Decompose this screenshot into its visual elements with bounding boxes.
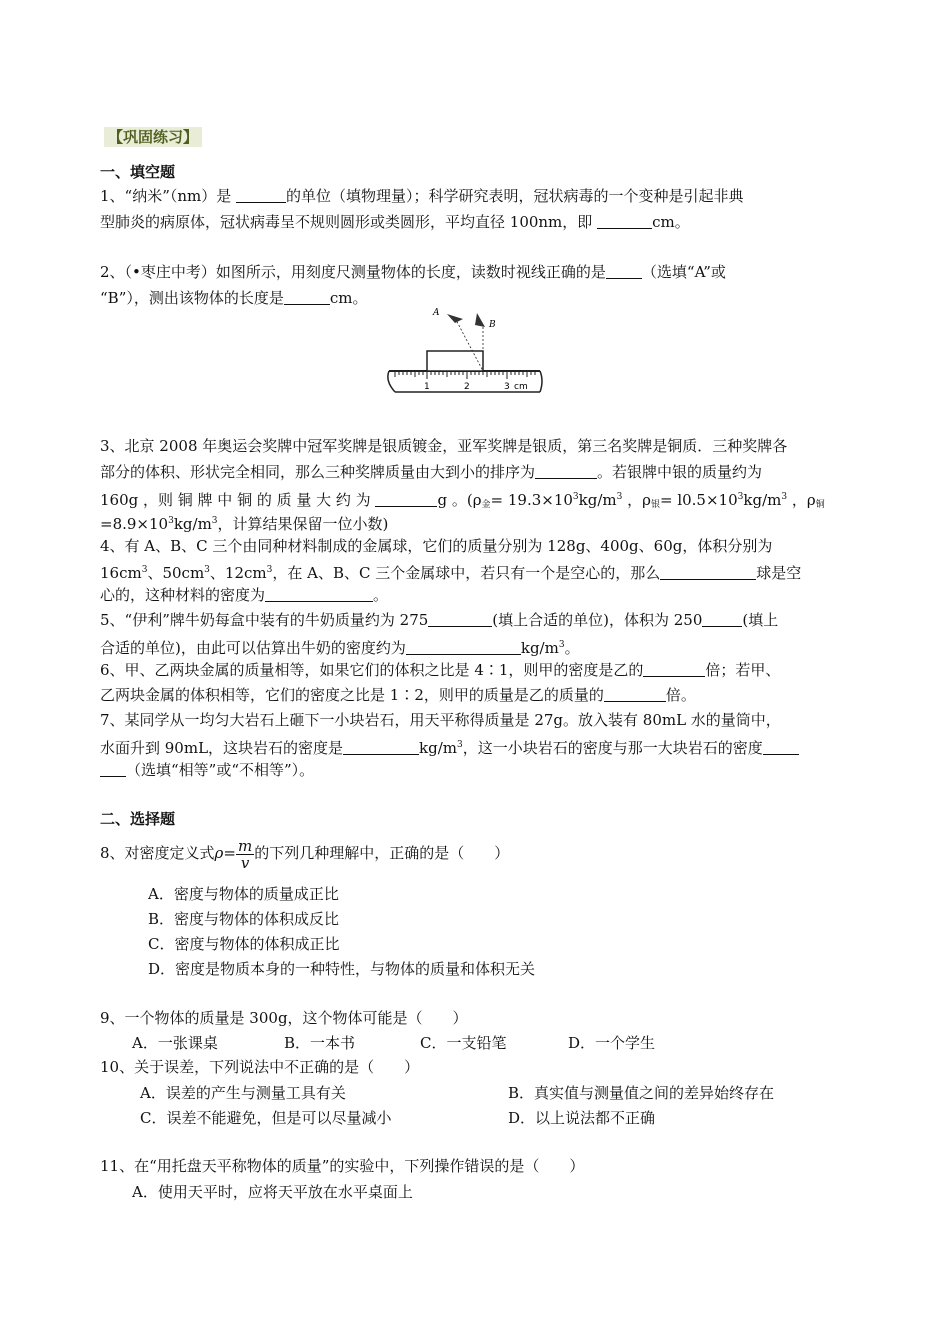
q5-blank2[interactable] — [702, 612, 742, 627]
q10-option-c[interactable]: C．误差不能避免，但是可以尽量减小 — [140, 1109, 392, 1127]
q5-line1: 5、“伊利”牌牛奶每盒中装有的牛奶质量约为 275 (填上合适的单位)，体积为 250 (填上 — [100, 611, 779, 629]
q7-line3: （选填“相等”或“不相等”）。 — [100, 760, 855, 780]
density-symbol: ρ — [214, 844, 224, 862]
eye-a-icon — [447, 314, 463, 323]
q7-line1: 7、某同学从一均匀大岩石上砸下一小块岩石，用天平称得质量是 27g。放入装有 80mL 水的量筒中， — [100, 711, 781, 729]
q4-line2: $16cm^3$、$50cm^3$、$12cm^3$，在 A、B、C 三个金属球中，若只有一个是空心的，那么 球是空 — [100, 564, 802, 582]
q6-line1: 6、甲、乙两块金属的质量相等，如果它们的体积之比是 4∶1，则甲的密度是乙的 倍；若甲、 — [100, 661, 781, 679]
ruler-left-end — [388, 371, 395, 392]
q9-option-d[interactable]: D．一个学生 — [568, 1034, 656, 1052]
q8-option-b[interactable]: B．密度与物体的体积成反比 — [148, 910, 340, 928]
q4-blank2[interactable] — [265, 587, 373, 602]
eye-b-icon — [475, 313, 485, 327]
ruler-figure — [385, 305, 545, 400]
q5-blank3[interactable] — [406, 640, 521, 655]
q1-line1: 1、“纳米”（nm）是 的单位（填物理量）；科学研究表明，冠状病毒的一个变种是引起非典 — [100, 187, 744, 205]
q8-option-a[interactable]: A．密度与物体的质量成正比 — [148, 885, 339, 903]
q3-line1: 3、北京 2008 年奥运会奖牌中冠军奖牌是银质镀金，亚军奖牌是银质，第三名奖牌是铜质．三种奖牌各 — [100, 437, 788, 455]
q2-line2: “B”），测出该物体的长度是 cm。 — [100, 289, 368, 307]
q10-option-b[interactable]: B．真实值与测量值之间的差异始终存在 — [508, 1084, 775, 1102]
q8-option-c[interactable]: C．密度与物体的体积成正比 — [148, 935, 340, 953]
q6-blank1[interactable] — [643, 662, 705, 677]
q6-line2: 乙两块金属的体积相等，它们的密度之比是 1∶2，则甲的质量是乙的质量的 倍。 — [100, 686, 696, 704]
practice-heading: 【巩固练习】 — [104, 127, 202, 147]
section-fill-in: 一、填空题 — [100, 163, 176, 181]
q1-line2: 型肺炎的病原体，冠状病毒呈不规则圆形或类圆形，平均直径 100nm，即 cm。 — [100, 213, 690, 231]
q3-line3: 160g ，则 铜 牌 中 铜 的 质 量 大 约 为 g 。($\rho_金= 19.3\times 10^3kg/m^3$ ，$\rho_银= l0.5\times 10^3kg/m^3$ ，$\rho_铜$ — [100, 491, 825, 510]
ruler-right-end — [540, 371, 542, 392]
q8-stem: 8、对密度定义式ρ= $\frac{m}{v}$ 的下列几种理解中，正确的是（ ） — [100, 836, 510, 872]
q2-line1: 2、（•枣庄中考）如图所示，用刻度尺测量物体的长度，读数时视线正确的是 （选填“A”或 — [100, 263, 726, 281]
q3-blank2[interactable] — [375, 492, 437, 507]
q11-option-a[interactable]: A．使用天平时，应将天平放在水平桌面上 — [132, 1183, 413, 1201]
q9-option-a[interactable]: A．一张课桌 — [132, 1034, 218, 1052]
section-multiple-choice: 二、选择题 — [100, 810, 176, 828]
q9-option-b[interactable]: B．一本书 — [284, 1034, 356, 1052]
q7-line2: 水面升到 90mL，这块岩石的密度是 $kg/m^3$，这一小块岩石的密度与那一大块岩石的密度 — [100, 735, 855, 758]
q1-blank1[interactable] — [236, 188, 286, 203]
q4-line3: 心的，这种材料的密度为 。 — [100, 586, 389, 604]
q10-option-d[interactable]: D．以上说法都不正确 — [508, 1109, 656, 1127]
q11-stem: 11、在“用托盘天平称物体的质量”的实验中，下列操作错误的是（ ） — [100, 1157, 585, 1175]
density-fraction: $\frac{m}{v}$ — [237, 836, 253, 872]
q2-blank2[interactable] — [284, 290, 330, 305]
q7-blank2-cont[interactable] — [100, 762, 126, 777]
q5-blank1[interactable] — [428, 612, 492, 627]
q7-blank1[interactable] — [343, 740, 419, 755]
q2-blank1[interactable] — [606, 264, 642, 279]
label-a: A — [433, 308, 440, 318]
q3-line4: $=8.9\times 10^3kg/m^3$，计算结果保留一位小数) — [100, 515, 389, 533]
ruler-label-2: 2 — [464, 382, 470, 392]
q10-option-a[interactable]: A．误差的产生与测量工具有关 — [140, 1084, 346, 1102]
q9-option-c[interactable]: C．一支铅笔 — [420, 1034, 507, 1052]
q9-stem: 9、一个物体的质量是 300g，这个物体可能是（ ） — [100, 1009, 468, 1027]
measured-object — [427, 351, 483, 371]
ruler-unit-label: cm — [514, 382, 528, 392]
q3-blank1[interactable] — [535, 464, 597, 479]
q10-stem: 10、关于误差，下列说法中不正确的是（ ） — [100, 1058, 420, 1076]
q5-line2: 合适的单位)，由此可以估算出牛奶的密度约为 $kg/m^3$。 — [100, 639, 580, 657]
ruler-ticks — [395, 371, 535, 379]
q4-line1: 4、有 A、B、C 三个由同种材料制成的金属球，它们的质量分别为 128g、400g、60g，体积分别为 — [100, 537, 773, 555]
q8-option-d[interactable]: D．密度是物质本身的一种特性，与物体的质量和体积无关 — [148, 960, 536, 978]
label-b: B — [489, 320, 496, 330]
q7-blank2[interactable] — [763, 740, 799, 755]
q3-line2: 部分的体积、形状完全相同，那么三种奖牌质量由大到小的排序为 。若银牌中银的质量约为 — [100, 463, 763, 481]
q4-blank1[interactable] — [660, 565, 756, 580]
ruler-label-1: 1 — [424, 382, 430, 392]
q1-blank2[interactable] — [597, 214, 652, 229]
ruler-label-3: 3 — [504, 382, 510, 392]
q6-blank2[interactable] — [604, 687, 666, 702]
